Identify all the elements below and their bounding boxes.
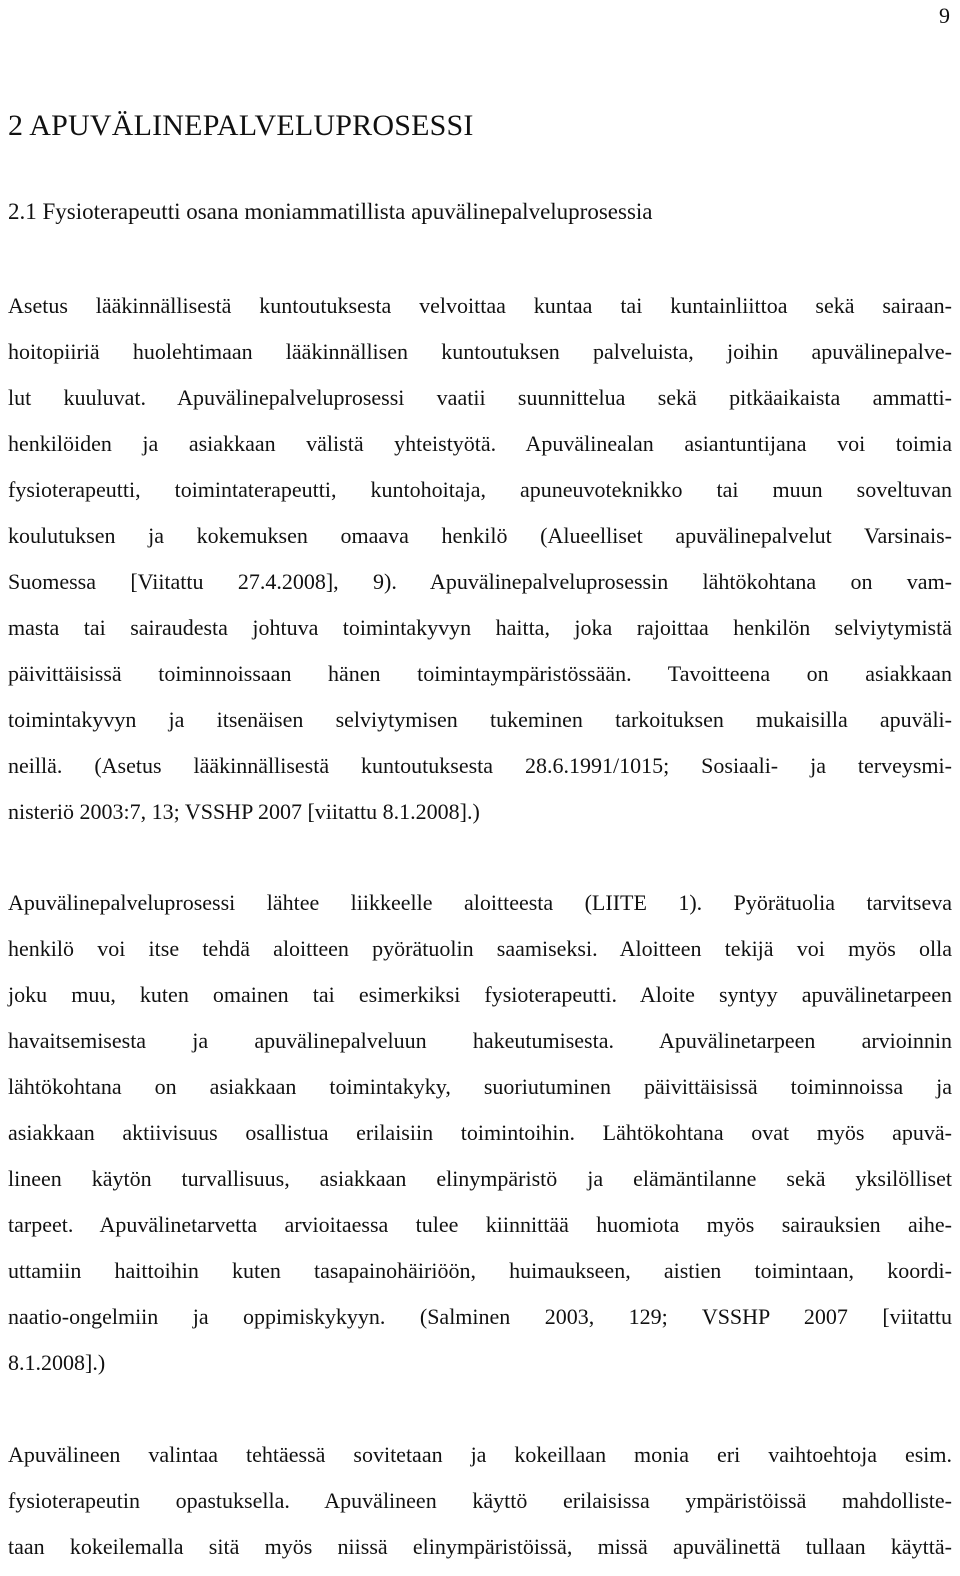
paragraph-1 <box>8 283 952 835</box>
paragraph-line: Suomessa [Viitattu 27.4.2008], 9). Apuvälinepalveluprosessin lähtökohtana on vam- <box>8 569 952 594</box>
paragraph-line: taan kokeilemalla sitä myös niissä elinympäristöissä, missä apuvälinettä tullaan käyttä- <box>8 1534 952 1559</box>
paragraph-line: toimintakyvyn ja itsenäisen selviytymisen tukeminen tarkoituksen mukaisilla apuväli- <box>8 707 952 732</box>
paragraph-line: lähtökohtana on asiakkaan toimintakyky, suoriutuminen päivittäisissä toiminnoissa ja <box>8 1074 952 1099</box>
paragraph-3 <box>8 1432 952 1570</box>
paragraph-line: päivittäisissä toiminnoissaan hänen toimintaympäristössään. Tavoitteena on asiakkaan <box>8 661 952 686</box>
paragraph-2 <box>8 880 952 1386</box>
paragraph-line: 8.1.2008].) <box>8 1350 106 1375</box>
paragraph-line: uttamiin haittoihin kuten tasapainohäiriöön, huimaukseen, aistien toimintaan, koordi- <box>8 1258 952 1283</box>
paragraph-line: Asetus lääkinnällisestä kuntoutuksesta velvoittaa kuntaa tai kuntainliittoa sekä sairaan- <box>8 293 952 318</box>
paragraph-line: henkilö voi itse tehdä aloitteen pyörätuolin saamiseksi. Aloitteen tekijä voi myös olla <box>8 936 952 961</box>
paragraph-line: neillä. (Asetus lääkinnällisestä kuntoutuksesta 28.6.1991/1015; Sosiaali- ja terveysmi- <box>8 753 952 778</box>
paragraph-line: naatio-ongelmiin ja oppimiskykyyn. (Salminen 2003, 129; VSSHP 2007 [viitattu <box>8 1304 952 1329</box>
paragraph-line: lut kuuluvat. Apuvälinepalveluprosessi vaatii suunnittelua sekä pitkäaikaista ammatti- <box>8 385 952 410</box>
paragraph-line: henkilöiden ja asiakkaan välistä yhteistyötä. Apuvälinealan asiantuntijana voi toimia <box>8 431 952 456</box>
section-title: 2.1 Fysioterapeutti osana moniammatillista apuvälinepalveluprosessia <box>8 199 653 224</box>
paragraph-line: asiakkaan aktiivisuus osallistua erilaisiin toimintoihin. Lähtökohtana ovat myös apuvä- <box>8 1120 952 1145</box>
chapter-title: 2 APUVÄLINEPALVELUPROSESSI <box>8 109 474 142</box>
paragraph-line: havaitsemisesta ja apuvälinepalveluun hakeutumisesta. Apuvälinetarpeen arvioinnin <box>8 1028 952 1053</box>
paragraph-line: koulutuksen ja kokemuksen omaava henkilö (Alueelliset apuvälinepalvelut Varsinais- <box>8 523 952 548</box>
paragraph-line: tarpeet. Apuvälinetarvetta arvioitaessa tulee kiinnittää huomiota myös sairauksien aihe- <box>8 1212 952 1237</box>
paragraph-line: fysioterapeutin opastuksella. Apuvälineen käyttö erilaisissa ympäristöissä mahdolliste- <box>8 1488 952 1513</box>
paragraph-line: lineen käytön turvallisuus, asiakkaan elinympäristö ja elämäntilanne sekä yksilölliset <box>8 1166 952 1191</box>
paragraph-line: masta tai sairaudesta johtuva toimintakyvyn haitta, joka rajoittaa henkilön selviytymistä <box>8 615 952 640</box>
paragraph-line: fysioterapeutti, toimintaterapeutti, kuntohoitaja, apuneuvoteknikko tai muun soveltuvan <box>8 477 952 502</box>
paragraph-line: nisteriö 2003:7, 13; VSSHP 2007 [viitattu 8.1.2008].) <box>8 799 480 824</box>
paragraph-line: Apuvälinepalveluprosessi lähtee liikkeelle aloitteesta (LIITE 1). Pyörätuolia tarvitseva <box>8 890 952 915</box>
paragraph-line: Apuvälineen valintaa tehtäessä sovitetaan ja kokeillaan monia eri vaihtoehtoja esim. <box>8 1442 952 1467</box>
paragraph-line: hoitopiiriä huolehtimaan lääkinnällisen kuntoutuksen palveluista, joihin apuvälinepalve- <box>8 339 952 364</box>
paragraph-line: joku muu, kuten omainen tai esimerkiksi fysioterapeutti. Aloite syntyy apuvälinetarpeen <box>8 982 952 1007</box>
page-number: 9 <box>939 3 950 28</box>
